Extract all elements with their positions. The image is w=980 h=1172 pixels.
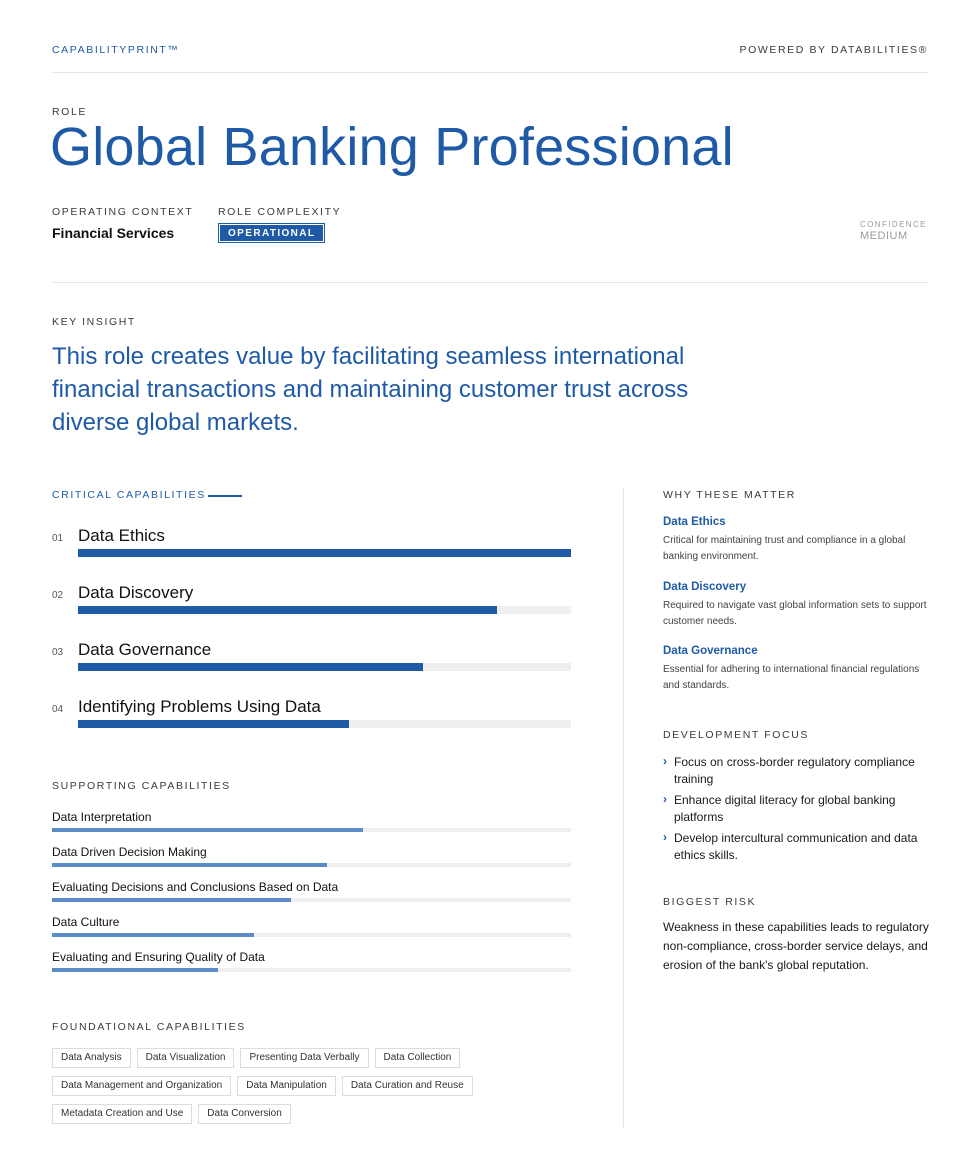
supporting-capability-bar-fill [52,863,327,867]
column-divider [623,489,624,1127]
supporting-capability-bar [52,933,571,937]
critical-capability-bar [78,663,571,671]
brand-logo: CAPABILITYPRINT™ [52,44,180,56]
foundational-capabilities-label: FOUNDATIONAL CAPABILITIES [52,1021,246,1033]
critical-capability-item [52,640,572,693]
why-item [663,516,933,565]
confidence-label: CONFIDENCE [860,220,927,229]
development-focus-item [663,830,933,863]
critical-capability-name: Data Ethics [78,526,165,545]
capability-tag: Metadata Creation and Use [52,1104,192,1124]
critical-capability-number: 01 [52,533,64,544]
supporting-capability-item [52,845,571,875]
biggest-risk-label: BIGGEST RISK [663,896,757,908]
capability-tag: Data Manipulation [237,1076,336,1096]
why-item-description: Required to navigate vast global information sets to support customer needs. [663,600,927,627]
supporting-capability-name: Evaluating Decisions and Conclusions Based on Data [52,880,339,894]
foundational-tags [52,1048,552,1132]
biggest-risk-text: Weakness in these capabilities leads to regulatory non-compliance, cross-border service delays, and erosion of the bank's global reputation. [663,920,929,972]
supporting-capability-bar [52,863,571,867]
tag-row [52,1048,552,1068]
critical-capabilities-label: CRITICAL CAPABILITIES [52,489,206,501]
supporting-capability-item [52,915,571,945]
capability-tag: Presenting Data Verbally [240,1048,368,1068]
development-focus-text: Develop intercultural communication and data ethics skills. [674,831,918,862]
critical-label-underline [208,495,242,497]
critical-capability-item [52,697,572,750]
capability-tag: Data Curation and Reuse [342,1076,473,1096]
supporting-capability-name: Data Driven Decision Making [52,845,207,859]
critical-capability-name: Identifying Problems Using Data [78,697,321,716]
role-label: ROLE [52,106,87,118]
top-bar [52,44,928,58]
critical-capability-bar [78,549,571,557]
chevron-right-icon: › [663,792,667,806]
supporting-capability-name: Data Interpretation [52,810,152,824]
why-item-title: Data Discovery [663,581,747,593]
why-item-title: Data Ethics [663,516,726,528]
header-divider [52,72,928,73]
why-item-title: Data Governance [663,645,758,657]
chevron-right-icon: › [663,754,667,768]
critical-capability-number: 03 [52,647,64,658]
supporting-capability-name: Evaluating and Ensuring Quality of Data [52,950,265,964]
role-title: Global Banking Professional [50,117,734,177]
supporting-capability-bar [52,968,571,972]
capability-tag: Data Visualization [137,1048,235,1068]
supporting-capability-bar-fill [52,933,254,937]
supporting-capability-bar-fill [52,968,218,972]
operating-context-label: OPERATING CONTEXT [52,206,194,218]
critical-capability-bar-fill [78,606,497,614]
critical-capability-bar [78,606,571,614]
why-item-description: Critical for maintaining trust and compliance in a global banking environment. [663,535,906,562]
supporting-capability-bar [52,898,571,902]
tag-row [52,1076,552,1096]
development-focus-item [663,792,933,825]
development-focus-label: DEVELOPMENT FOCUS [663,729,810,741]
development-focus-text: Enhance digital literacy for global banking platforms [674,793,896,824]
capability-tag: Data Conversion [198,1104,290,1124]
critical-capability-bar [78,720,571,728]
critical-capability-number: 02 [52,590,64,601]
supporting-capability-item [52,880,571,910]
role-complexity-label: ROLE COMPLEXITY [218,206,342,218]
critical-capability-bar-fill [78,549,571,557]
capability-tag: Data Collection [375,1048,461,1068]
why-item [663,645,933,694]
supporting-capability-item [52,950,571,980]
supporting-capability-bar-fill [52,898,291,902]
development-focus-list [663,754,933,868]
development-focus-item [663,754,933,787]
why-item-description: Essential for adhering to international financial regulations and standards. [663,664,920,691]
role-complexity-badge: OPERATIONAL [218,223,325,243]
powered-by-label: POWERED BY DATABILITIES® [739,44,928,56]
capability-tag: Data Management and Organization [52,1076,231,1096]
critical-capability-bar-fill [78,663,423,671]
critical-capability-bar-fill [78,720,349,728]
supporting-capability-bar [52,828,571,832]
key-insight-text: This role creates value by facilitating seamless international financial transactions and maintaining customer trust across diverse global markets. [52,343,689,436]
critical-capability-item [52,583,572,636]
supporting-capability-bar-fill [52,828,363,832]
key-insight-label: KEY INSIGHT [52,316,136,328]
development-focus-text: Focus on cross-border regulatory compliance training [674,755,915,786]
critical-capability-number: 04 [52,704,64,715]
operating-context-value: Financial Services [52,225,175,241]
why-these-matter-label: WHY THESE MATTER [663,489,796,501]
supporting-capability-name: Data Culture [52,915,120,929]
supporting-capabilities-label: SUPPORTING CAPABILITIES [52,780,231,792]
chevron-right-icon: › [663,830,667,844]
supporting-capability-item [52,810,571,840]
section-divider [52,282,928,283]
why-item [663,581,933,630]
critical-capability-item [52,526,572,579]
critical-capability-name: Data Discovery [78,583,194,602]
capability-tag: Data Analysis [52,1048,131,1068]
tag-row [52,1104,552,1124]
critical-capability-name: Data Governance [78,640,212,659]
confidence-value: MEDIUM [860,230,908,242]
